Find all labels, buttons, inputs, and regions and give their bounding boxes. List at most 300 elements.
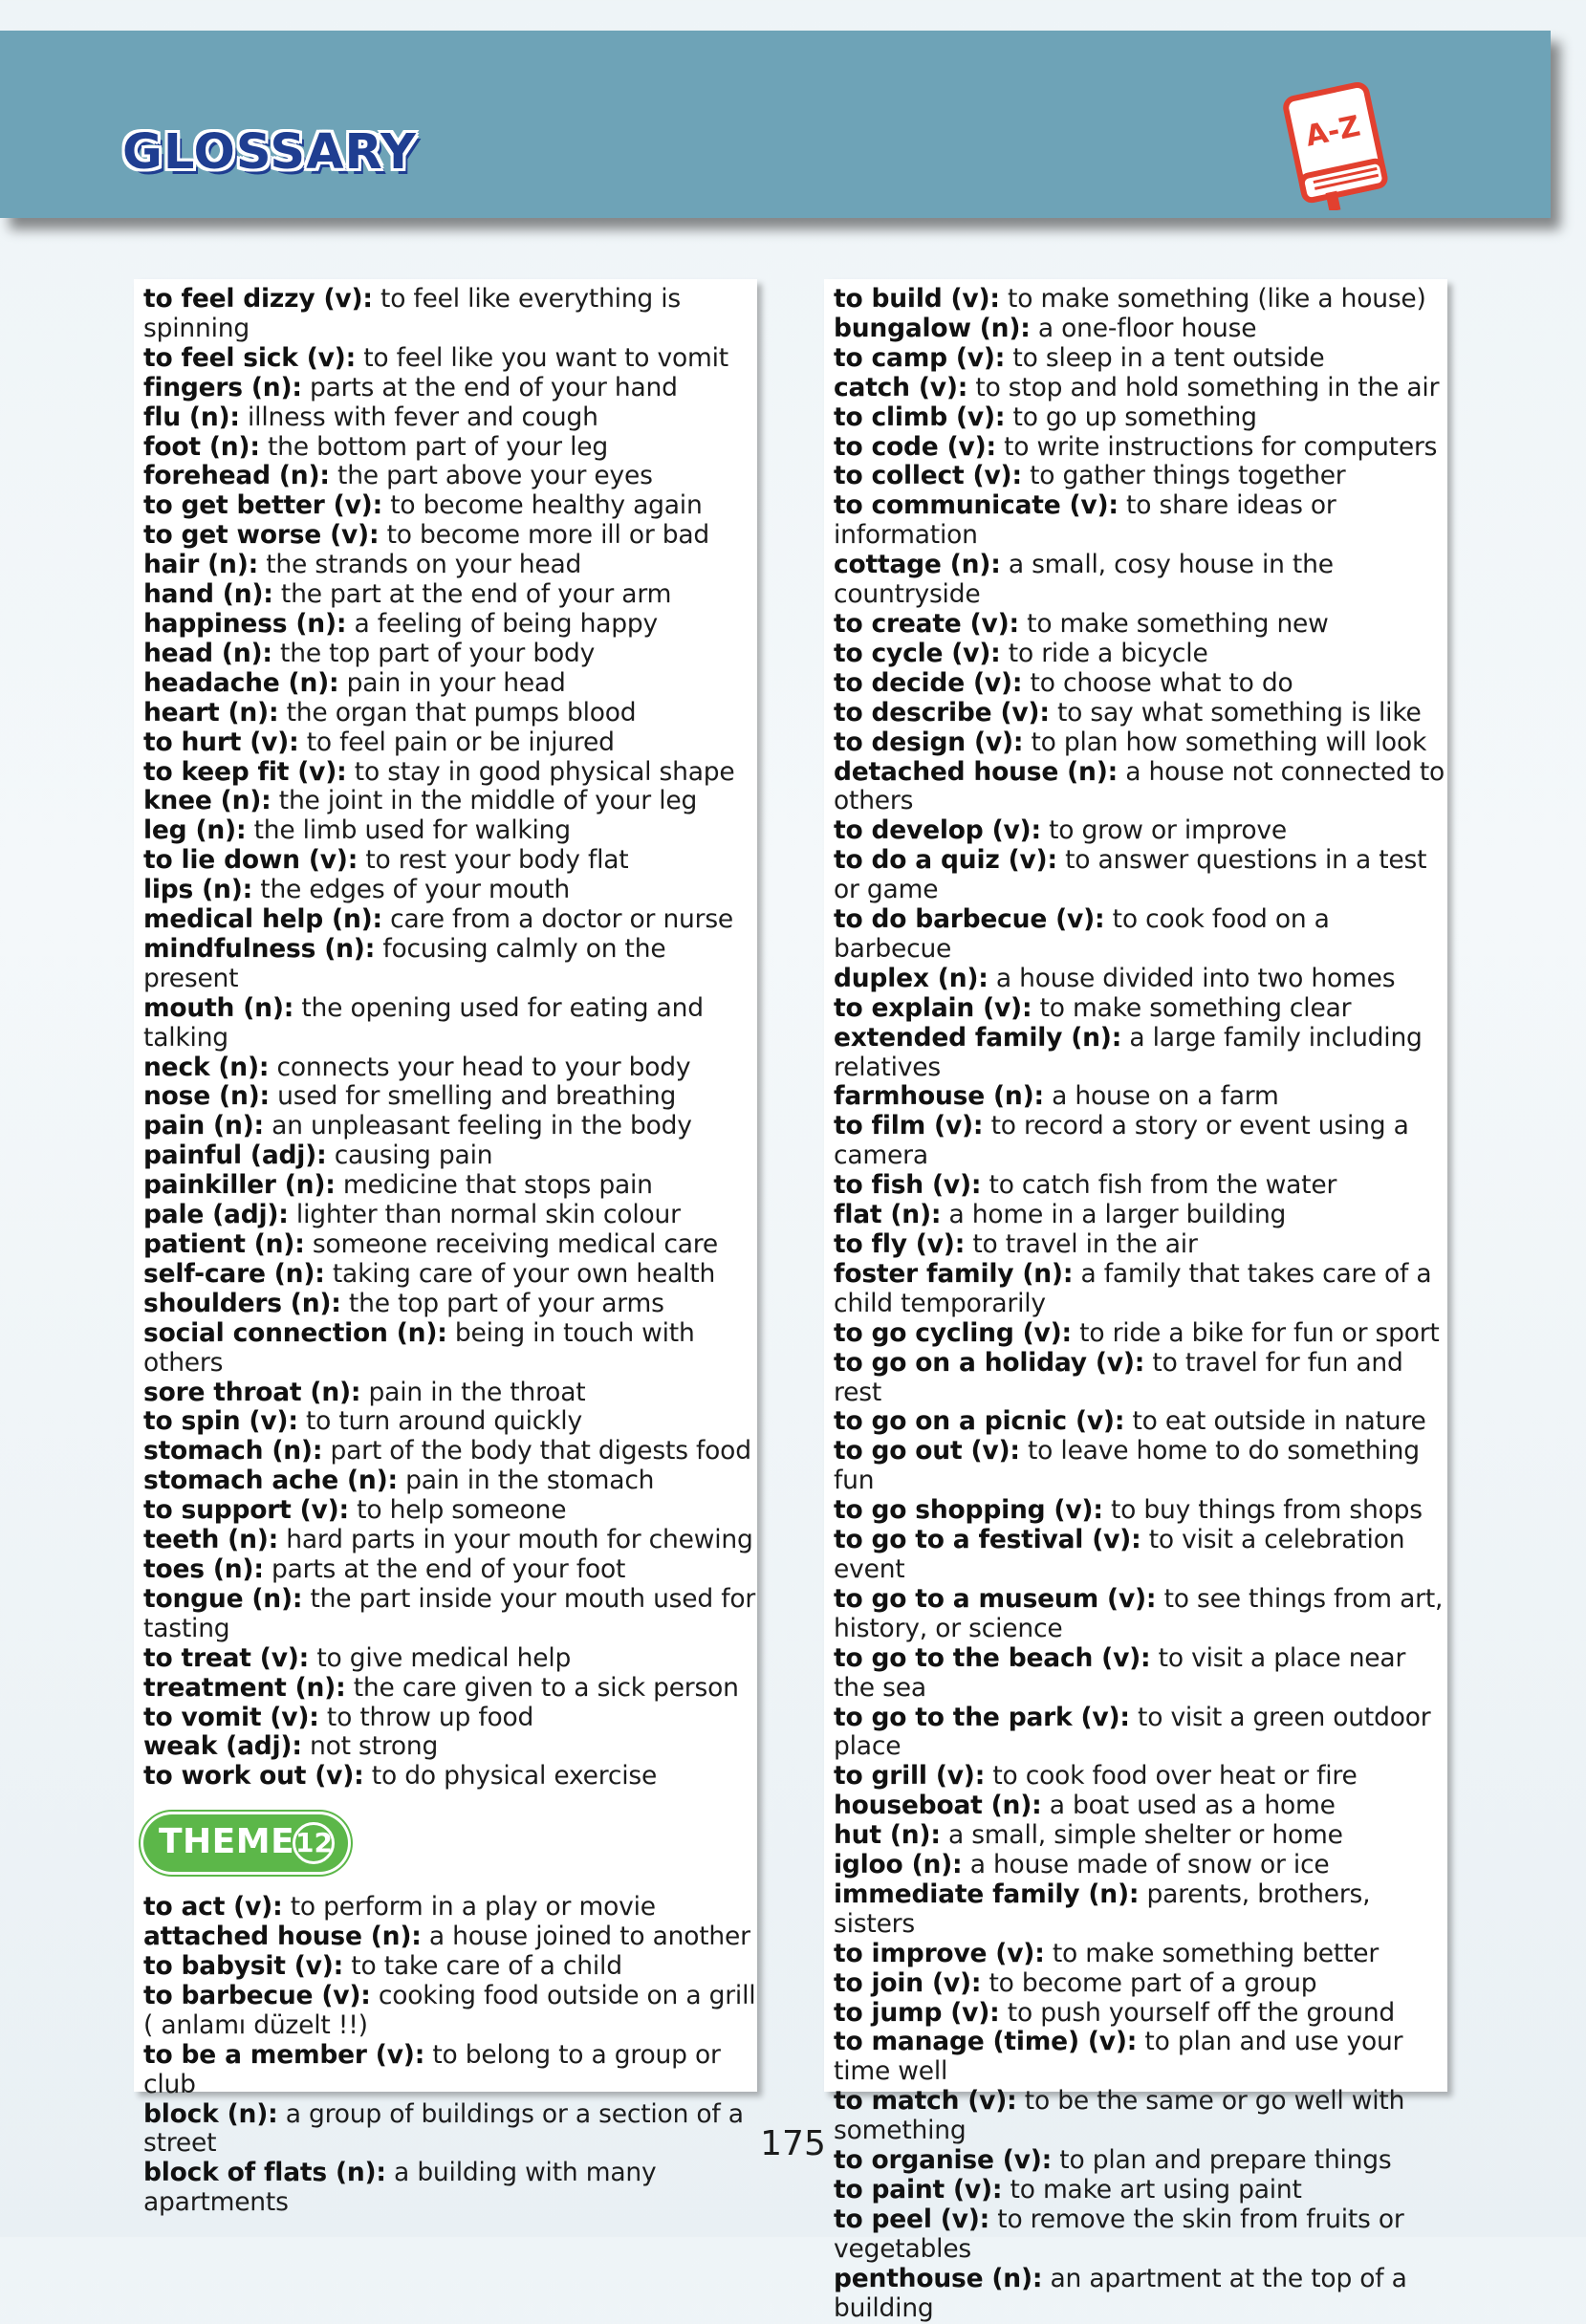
glossary-definition: to perform in a play or movie (282, 1892, 656, 1922)
glossary-definition: the edges of your mouth (252, 875, 571, 905)
glossary-term: to improve (v): (834, 1938, 1045, 1968)
glossary-entry (143, 846, 757, 876)
glossary-entry (834, 2265, 1447, 2324)
glossary-definition: taking care of your own health (324, 1258, 716, 1289)
glossary-term: to build (v): (834, 284, 1000, 314)
glossary-term: stomach (n): (143, 1436, 323, 1466)
glossary-term: to communicate (v): (834, 490, 1119, 521)
glossary-entry (143, 1379, 757, 1408)
glossary-definition: to turn around quickly (297, 1406, 582, 1437)
glossary-definition: the opening used for eating and talking (143, 992, 704, 1053)
glossary-entry (143, 1171, 757, 1201)
glossary-entry (143, 1952, 757, 1982)
glossary-definition: illness with fever and cough (239, 402, 598, 432)
glossary-definition: to throw up food (318, 1702, 534, 1732)
glossary-definition: someone receiving medical care (304, 1229, 718, 1259)
glossary-definition: to visit a place near the sea (834, 1642, 1406, 1703)
glossary-term: painful (adj): (143, 1140, 327, 1171)
glossary-term: headache (n): (143, 667, 339, 698)
glossary-entry (143, 285, 757, 344)
glossary-entry (143, 491, 757, 521)
glossary-definition: the part at the end of your arm (272, 579, 672, 610)
glossary-definition: care from a doctor or nurse (381, 904, 734, 935)
glossary-term: to go to a festival (v): (834, 1525, 1141, 1555)
glossary-definition: to stay in good physical shape (346, 756, 735, 787)
glossary-entry (834, 1644, 1447, 1704)
glossary-definition: to write instructions for computers (995, 431, 1438, 462)
glossary-definition: to stop and hold something in the air (967, 372, 1440, 402)
glossary-definition: a house joined to another (421, 1922, 750, 1952)
glossary-definition: cooking food outside on a grill ( anlamı düzelt !!) (143, 1980, 756, 2040)
glossary-definition: the organ that pumps blood (278, 697, 637, 728)
glossary-entry (143, 1112, 757, 1141)
glossary-definition: a building with many apartments (143, 2158, 657, 2218)
glossary-term: neck (n): (143, 1052, 270, 1082)
glossary-term: to go to a museum (v): (834, 1583, 1157, 1614)
glossary-definition: causing pain (326, 1140, 493, 1171)
glossary-entry (834, 1201, 1447, 1230)
az-book-icon (1279, 76, 1400, 210)
glossary-entry (143, 1141, 757, 1171)
glossary-entry (834, 905, 1447, 965)
glossary-column-left (134, 279, 757, 2218)
glossary-term: cottage (n): (834, 550, 1001, 580)
glossary-term: knee (n): (143, 786, 272, 816)
glossary-entry (834, 1349, 1447, 1408)
glossary-definition: to become healthy again (381, 490, 703, 521)
glossary-definition: the joint in the middle of your leg (271, 786, 698, 816)
glossary-entry (143, 1762, 757, 1792)
glossary-definition: to take care of a child (343, 1951, 622, 1982)
glossary-definition: a house not connected to others (834, 756, 1445, 816)
glossary-entry (834, 1792, 1447, 1821)
glossary-term: to do barbecue (v): (834, 904, 1105, 935)
glossary-term: to go on a picnic (v): (834, 1406, 1125, 1437)
glossary-entry (834, 1940, 1447, 1969)
glossary-term: to spin (v): (143, 1406, 298, 1437)
glossary-entry (834, 551, 1447, 610)
glossary-entry (834, 1821, 1447, 1851)
glossary-entry (834, 1880, 1447, 1940)
glossary-term: forehead (n): (143, 461, 330, 491)
glossary-entry (834, 1024, 1447, 1083)
glossary-term: houseboat (n): (834, 1791, 1042, 1821)
glossary-definition: focusing calmly on the present (143, 933, 666, 993)
glossary-entry (834, 669, 1447, 699)
glossary-entry (834, 344, 1447, 374)
glossary-term: patient (n): (143, 1229, 305, 1259)
glossary-entry (834, 1319, 1447, 1349)
glossary-term: treatment (n): (143, 1672, 346, 1703)
glossary-definition: to remove the skin from fruits or vegetables (834, 2204, 1404, 2264)
glossary-term: mouth (n): (143, 992, 294, 1023)
glossary-entry (143, 1437, 757, 1466)
glossary-term: to describe (v): (834, 697, 1050, 728)
glossary-entry (143, 1466, 757, 1496)
glossary-term: to cycle (v): (834, 638, 1001, 668)
glossary-definition: parents, brothers, sisters (834, 1879, 1371, 1939)
glossary-entry (834, 1526, 1447, 1585)
glossary-term: extended family (n): (834, 1022, 1122, 1053)
glossary-term: to work out (v): (143, 1761, 364, 1792)
glossary-entry (143, 1585, 757, 1644)
entry-list-right (824, 279, 1447, 2324)
glossary-entry (143, 1982, 757, 2041)
glossary-definition: a home in a larger building (941, 1200, 1287, 1230)
glossary-term: to match (v): (834, 2086, 1017, 2117)
glossary-term: to fly (v): (834, 1229, 966, 1259)
glossary-term: pain (n): (143, 1111, 264, 1141)
glossary-entry (143, 1496, 757, 1526)
glossary-term: social connection (n): (143, 1317, 447, 1348)
glossary-term: to collect (v): (834, 461, 1022, 491)
glossary-entry (834, 491, 1447, 551)
glossary-entry (143, 905, 757, 935)
glossary-definition: the top part of your arms (340, 1288, 664, 1318)
glossary-entry (834, 994, 1447, 1024)
glossary-term: to camp (v): (834, 342, 1006, 373)
glossary-term: painkiller (n): (143, 1170, 336, 1201)
glossary-definition: to be the same or go well with something (834, 2086, 1405, 2146)
glossary-definition: pain in the throat (360, 1377, 586, 1407)
glossary-term: attached house (n): (143, 1922, 422, 1952)
glossary-definition: a house divided into two homes (988, 963, 1396, 993)
glossary-definition: to gather things together (1021, 461, 1346, 491)
glossary-definition: a house on a farm (1043, 1081, 1279, 1112)
glossary-definition: to visit a green outdoor place (834, 1702, 1431, 1762)
entry-list-theme-12 (134, 1893, 757, 2218)
glossary-entry (143, 1732, 757, 1762)
glossary-entry (834, 1762, 1447, 1792)
glossary-term: foster family (n): (834, 1258, 1074, 1289)
glossary-definition: being in touch with others (143, 1317, 695, 1378)
glossary-entry (834, 1407, 1447, 1437)
glossary-definition: a feeling of being happy (346, 608, 658, 639)
glossary-term: foot (n): (143, 431, 260, 462)
glossary-definition: to buy things from shops (1102, 1495, 1423, 1526)
glossary-term: to treat (v): (143, 1642, 310, 1673)
glossary-definition: the top part of your body (272, 638, 596, 668)
glossary-entry (834, 315, 1447, 344)
glossary-entry (834, 1999, 1447, 2029)
glossary-entry (834, 1585, 1447, 1644)
glossary-entry (143, 374, 757, 403)
glossary-term: detached house (n): (834, 756, 1119, 787)
glossary-entry (143, 935, 757, 994)
glossary-term: teeth (n): (143, 1525, 279, 1555)
glossary-entry (834, 699, 1447, 728)
glossary-term: block (n): (143, 2098, 278, 2129)
glossary-entry (143, 1526, 757, 1555)
glossary-definition: parts at the end of your hand (301, 372, 678, 402)
glossary-entry (143, 758, 757, 788)
glossary-definition: to feel like you want to vomit (356, 342, 728, 373)
glossary-entry (143, 1290, 757, 1319)
glossary-definition: to answer questions in a test or game (834, 845, 1427, 905)
glossary-definition: hard parts in your mouth for chewing (278, 1525, 753, 1555)
glossary-entry (834, 1851, 1447, 1880)
glossary-definition: to sleep in a tent outside (1005, 342, 1325, 373)
glossary-term: to decide (v): (834, 667, 1023, 698)
glossary-definition: to grow or improve (1040, 815, 1288, 846)
glossary-definition: the bottom part of your leg (259, 431, 608, 462)
glossary-definition: to ride a bicycle (1000, 638, 1208, 668)
glossary-entry (834, 2028, 1447, 2087)
glossary-entry (143, 699, 757, 728)
glossary-entry (143, 876, 757, 905)
glossary-term: to go to the beach (v): (834, 1642, 1151, 1673)
glossary-entry (143, 344, 757, 374)
glossary-term: fingers (n): (143, 372, 302, 402)
glossary-definition: to plan and prepare things (1052, 2145, 1392, 2176)
glossary-definition: to cook food on a barbecue (834, 904, 1330, 964)
glossary-term: to feel dizzy (v): (143, 284, 373, 314)
glossary-entry (834, 1171, 1447, 1201)
glossary-entry (143, 994, 757, 1053)
glossary-definition: to plan how something will look (1023, 727, 1427, 757)
glossary-term: immediate family (n): (834, 1879, 1140, 1909)
glossary-definition: to rest your body flat (358, 845, 629, 876)
glossary-term: pale (adj): (143, 1200, 289, 1230)
glossary-term: toes (n): (143, 1553, 264, 1584)
glossary-entry (143, 2159, 757, 2218)
glossary-term: to manage (time) (v): (834, 2027, 1138, 2057)
glossary-term: to paint (v): (834, 2175, 1003, 2205)
glossary-term: to code (v): (834, 431, 996, 462)
glossary-definition: to record a story or event using a camera (834, 1111, 1409, 1171)
glossary-definition: to leave home to do something fun (834, 1436, 1420, 1496)
glossary-definition: used for smelling and breathing (269, 1081, 677, 1112)
glossary-entry (143, 1644, 757, 1674)
glossary-term: to do a quiz (v): (834, 845, 1057, 876)
glossary-definition: to choose what to do (1022, 667, 1293, 698)
glossary-term: to keep fit (v): (143, 756, 347, 787)
glossary-entry (834, 2176, 1447, 2205)
glossary-definition: to see things from art, history, or science (834, 1583, 1444, 1643)
glossary-entry (834, 1437, 1447, 1496)
glossary-definition: to eat outside in nature (1124, 1406, 1426, 1437)
glossary-entry (834, 2205, 1447, 2265)
theme-number: 12 (293, 1822, 335, 1864)
glossary-term: to organise (v): (834, 2145, 1053, 2176)
glossary-definition: to become more ill or bad (379, 520, 710, 551)
glossary-entry (834, 1496, 1447, 1526)
glossary-entry (834, 374, 1447, 403)
glossary-term: weak (adj): (143, 1731, 302, 1762)
glossary-entry (143, 1893, 757, 1922)
glossary-term: to vomit (v): (143, 1702, 319, 1732)
glossary-term: to go cycling (v): (834, 1317, 1072, 1348)
glossary-entry (834, 610, 1447, 640)
glossary-term: to develop (v): (834, 815, 1041, 846)
page-title: GLOSSARY (122, 124, 417, 181)
glossary-term: self-care (n): (143, 1258, 325, 1289)
glossary-definition: to cook food over heat or fire (985, 1761, 1358, 1792)
glossary-definition: a boat used as a home (1041, 1791, 1336, 1821)
glossary-term: to lie down (v): (143, 845, 358, 876)
glossary-definition: a house made of snow or ice (962, 1850, 1330, 1880)
glossary-term: igloo (n): (834, 1850, 963, 1880)
glossary-entry (143, 580, 757, 610)
glossary-definition: to visit a celebration event (834, 1525, 1405, 1584)
glossary-term: to get better (v): (143, 490, 382, 521)
glossary-term: to act (v): (143, 1892, 283, 1922)
glossary-entry (834, 728, 1447, 758)
glossary-term: hand (n): (143, 579, 273, 610)
glossary-term: to grill (v): (834, 1761, 986, 1792)
glossary-term: flat (n): (834, 1200, 942, 1230)
glossary-term: to create (v): (834, 608, 1019, 639)
glossary-entry (143, 610, 757, 640)
glossary-term: tongue (n): (143, 1583, 303, 1614)
glossary-definition: the strands on your head (258, 550, 582, 580)
glossary-term: to go to the park (v): (834, 1702, 1130, 1732)
page-number: 175 (760, 2124, 826, 2163)
glossary-definition: to catch fish from the water (981, 1170, 1337, 1201)
glossary-term: farmhouse (n): (834, 1081, 1044, 1112)
glossary-entry (143, 1922, 757, 1952)
glossary-definition: a large family including relatives (834, 1022, 1423, 1082)
glossary-term: bungalow (n): (834, 313, 1031, 343)
glossary-entry (834, 1082, 1447, 1112)
glossary-term: sore throat (n): (143, 1377, 361, 1407)
glossary-definition: to share ideas or information (834, 490, 1336, 551)
glossary-entry (143, 2041, 757, 2100)
glossary-term: to go out (v): (834, 1436, 1020, 1466)
glossary-term: to peel (v): (834, 2204, 990, 2234)
glossary-definition: not strong (301, 1731, 439, 1762)
glossary-definition: to push yourself off the ground (999, 1997, 1396, 2028)
glossary-definition: to help someone (348, 1495, 567, 1526)
glossary-definition: medicine that stops pain (335, 1170, 653, 1201)
glossary-definition: to travel for fun and rest (834, 1347, 1403, 1407)
glossary-definition: to ride a bike for fun or sport (1071, 1317, 1440, 1348)
glossary-definition: a group of buildings or a section of a street (143, 2098, 744, 2159)
glossary-definition: the part above your eyes (329, 461, 653, 491)
glossary-definition: to make something (like a house) (999, 284, 1426, 314)
glossary-definition: to go up something (1005, 402, 1257, 432)
glossary-term: lips (n): (143, 875, 253, 905)
glossary-entry (143, 1407, 757, 1437)
glossary-term: to go on a holiday (v): (834, 1347, 1145, 1378)
glossary-term: catch (v): (834, 372, 968, 402)
glossary-definition: parts at the end of your foot (263, 1553, 626, 1584)
glossary-definition: to plan and use your time well (834, 2027, 1403, 2087)
glossary-entry (834, 816, 1447, 846)
glossary-term: shoulders (n): (143, 1288, 341, 1318)
glossary-entry (143, 1260, 757, 1290)
glossary-definition: to do physical exercise (363, 1761, 658, 1792)
glossary-term: heart (n): (143, 697, 279, 728)
glossary-definition: to give medical help (309, 1642, 572, 1673)
glossary-definition: to make something better (1044, 1938, 1380, 1968)
glossary-definition: a small, cosy house in the countryside (834, 550, 1334, 610)
glossary-term: to explain (v): (834, 992, 1032, 1023)
glossary-entry (143, 669, 757, 699)
glossary-term: to fish (v): (834, 1170, 982, 1201)
glossary-entry (143, 551, 757, 580)
glossary-definition: an apartment at the top of a building (834, 2263, 1407, 2323)
glossary-entry (143, 1704, 757, 1733)
glossary-term: stomach ache (n): (143, 1466, 398, 1496)
glossary-entry (143, 728, 757, 758)
glossary-definition: part of the body that digests food (322, 1436, 751, 1466)
glossary-definition: to make something clear (1032, 992, 1352, 1023)
glossary-term: leg (n): (143, 815, 247, 846)
glossary-entry (143, 403, 757, 433)
glossary-entry (834, 1112, 1447, 1171)
glossary-definition: a small, simple shelter or home (940, 1820, 1343, 1851)
glossary-term: hair (n): (143, 550, 259, 580)
entry-list-health (134, 279, 757, 1792)
glossary-entry (143, 1319, 757, 1379)
glossary-definition: a family that takes care of a child temporarily (834, 1258, 1432, 1318)
glossary-term: nose (n): (143, 1081, 270, 1112)
glossary-definition: connects your head to your body (269, 1052, 691, 1082)
glossary-entry (834, 1704, 1447, 1763)
glossary-term: to join (v): (834, 1967, 982, 1998)
glossary-entry (143, 1082, 757, 1112)
glossary-term: to get worse (v): (143, 520, 380, 551)
glossary-entry (834, 285, 1447, 315)
glossary-column-right (824, 279, 1447, 2323)
glossary-entry (834, 1260, 1447, 1319)
glossary-term: penthouse (n): (834, 2263, 1043, 2293)
glossary-definition: to belong to a group or club (143, 2039, 721, 2099)
glossary-entry (143, 433, 757, 463)
glossary-definition: an unpleasant feeling in the body (263, 1111, 692, 1141)
glossary-definition: to feel pain or be injured (298, 727, 615, 757)
glossary-entry (834, 1969, 1447, 1999)
glossary-entry (834, 965, 1447, 994)
glossary-entry (143, 462, 757, 491)
glossary-term: to hurt (v): (143, 727, 299, 757)
glossary-term: hut (n): (834, 1820, 941, 1851)
glossary-entry (834, 433, 1447, 463)
glossary-entry (143, 521, 757, 551)
glossary-entry (834, 462, 1447, 491)
glossary-term: to climb (v): (834, 402, 1006, 432)
glossary-term: block of flats (n): (143, 2158, 386, 2188)
glossary-term: mindfulness (n): (143, 933, 376, 964)
glossary-definition: to make art using paint (1002, 2175, 1302, 2205)
az-badge-text: A-Z (1302, 109, 1364, 154)
glossary-definition: the part inside your mouth used for tasting (143, 1583, 756, 1643)
glossary-entry (834, 640, 1447, 669)
glossary-definition: lighter than normal skin colour (288, 1200, 681, 1230)
glossary-entry (143, 1053, 757, 1083)
glossary-definition: pain in your head (338, 667, 566, 698)
glossary-entry (834, 403, 1447, 433)
glossary-definition: the limb used for walking (246, 815, 571, 846)
glossary-definition: to become part of a group (981, 1967, 1317, 1998)
glossary-term: to babysit (v): (143, 1951, 344, 1982)
glossary-definition: a one-floor house (1030, 313, 1257, 343)
glossary-term: to jump (v): (834, 1997, 1000, 2028)
glossary-term: medical help (n): (143, 904, 382, 935)
glossary-entry (143, 816, 757, 846)
glossary-entry (834, 846, 1447, 905)
glossary-entry (143, 640, 757, 669)
theme-badge (143, 1814, 348, 1872)
glossary-entry (143, 1674, 757, 1704)
glossary-term: to support (v): (143, 1495, 349, 1526)
glossary-term: to be a member (v): (143, 2039, 425, 2070)
glossary-entry (143, 1201, 757, 1230)
glossary-term: to go shopping (v): (834, 1495, 1103, 1526)
glossary-entry (143, 1230, 757, 1260)
glossary-term: to design (v): (834, 727, 1024, 757)
